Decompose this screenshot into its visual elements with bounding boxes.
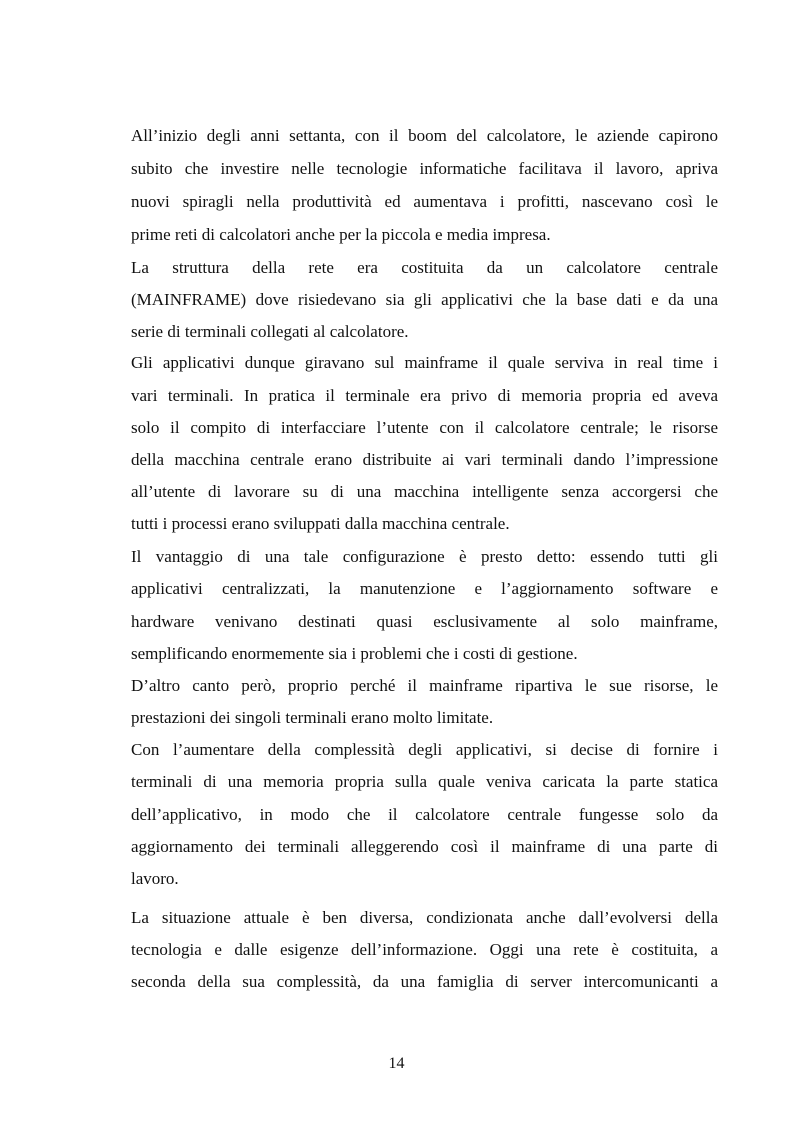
text-line: seconda della sua complessità, da una famiglia di server intercomunicanti a	[131, 972, 718, 991]
text-line: Con l’aumentare della complessità degli applicativi, si decise di fornire i	[131, 740, 718, 759]
text-line: D’altro canto però, proprio perché il mainframe ripartiva le sue risorse, le	[131, 676, 718, 695]
text-line: La situazione attuale è ben diversa, condizionata anche dall’evolversi della	[131, 908, 718, 927]
text-line: prime reti di calcolatori anche per la piccola e media impresa.	[131, 225, 551, 244]
text-line: nuovi spiragli nella produttività ed aumentava i profitti, nascevano così le	[131, 192, 718, 211]
text-line: applicativi centralizzati, la manutenzione e l’aggiornamento software e	[131, 579, 718, 598]
text-line: all’utente di lavorare su di una macchina intelligente senza accorgersi che	[131, 482, 718, 501]
text-line: (MAINFRAME) dove risiedevano sia gli applicativi che la base dati e da una	[131, 290, 718, 309]
text-line: tutti i processi erano sviluppati dalla macchina centrale.	[131, 514, 510, 533]
text-line: Gli applicativi dunque giravano sul mainframe il quale serviva in real time i	[131, 353, 718, 372]
text-line: lavoro.	[131, 869, 179, 888]
text-line: tecnologia e dalle esigenze dell’informazione. Oggi una rete è costituita, a	[131, 940, 718, 959]
text-line: vari terminali. In pratica il terminale era privo di memoria propria ed aveva	[131, 386, 718, 405]
text-line: La struttura della rete era costituita da un calcolatore centrale	[131, 258, 718, 277]
text-line: Il vantaggio di una tale configurazione è presto detto: essendo tutti gli	[131, 547, 718, 566]
text-line: della macchina centrale erano distribuite ai vari terminali dando l’impressione	[131, 450, 718, 469]
text-line: terminali di una memoria propria sulla quale veniva caricata la parte statica	[131, 772, 718, 791]
text-line: prestazioni dei singoli terminali erano molto limitate.	[131, 708, 494, 727]
text-line: serie di terminali collegati al calcolatore.	[131, 322, 409, 341]
text-line: solo il compito di interfacciare l’utente con il calcolatore centrale; le risorse	[131, 418, 718, 437]
text-line: aggiornamento dei terminali alleggerendo così il mainframe di una parte di	[131, 837, 718, 856]
text-line: subito che investire nelle tecnologie informatiche facilitava il lavoro, apriva	[131, 159, 718, 178]
text-line: dell’applicativo, in modo che il calcolatore centrale fungesse solo da	[131, 805, 718, 824]
text-line: semplificando enormemente sia i problemi che i costi di gestione.	[131, 644, 578, 663]
page-number: 14	[388, 1055, 405, 1072]
text-line: All’inizio degli anni settanta, con il boom del calcolatore, le aziende capirono	[131, 126, 718, 145]
text-line: hardware venivano destinati quasi esclusivamente al solo mainframe,	[131, 612, 718, 631]
